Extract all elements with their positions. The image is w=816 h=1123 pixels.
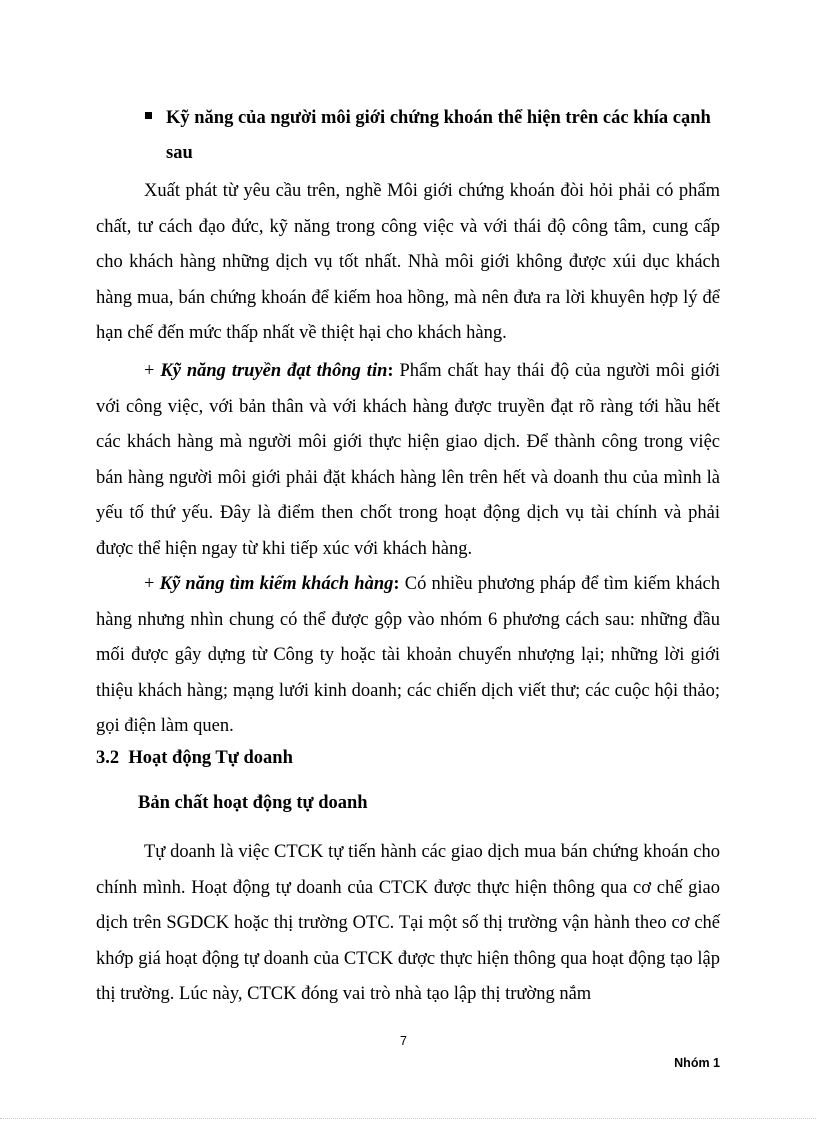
page-bottom-divider — [0, 1118, 816, 1119]
paragraph-self-trading: Tự doanh là việc CTCK tự tiến hành các giao dịch mua bán chứng khoán cho chính mình. Hoạt động tự doanh của CTCK được thực hiện thông qua cơ chế giao dịch trên SGDCK hoặc thị trường OTC. Tại một số thị trường vận hành theo cơ chế khớp giá hoạt động tự doanh của CTCK được thực hiện thông qua hoạt động tạo lập thị trường. Lúc này, CTCK đóng vai trò nhà tạo lập thị trường nắm — [96, 842, 720, 1004]
footer-group-label: Nhóm 1 — [674, 1056, 720, 1070]
subsection-heading: Bản chất hoạt động tự doanh — [138, 793, 368, 813]
bullet-heading-text: Kỹ năng của người môi giới chứng khoán thể hiện trên các khía cạnh sau — [166, 108, 711, 163]
skill-label-colon: : — [393, 574, 400, 594]
skill-label-customer-search: Kỹ năng tìm kiếm khách hàng — [159, 574, 394, 594]
skill-label-communication: Kỹ năng truyền đạt thông tin — [160, 361, 388, 381]
section-heading: 3.2 Hoạt động Tự doanh — [96, 748, 293, 768]
page-number: 7 — [400, 1034, 407, 1048]
skill-label-colon: : — [387, 361, 394, 381]
paragraph-body: Phẩm chất hay thái độ của người môi giới với công việc, với bản thân và với khách hàng được truyền đạt rõ ràng tới hầu hết các khách hàng mà người môi giới thực hiện giao dịch. Để thành công trong việc bán hàng người môi giới phải đặt khách hàng lên trên hết và doanh thu của mình là yếu tố thứ yếu. Đây là điểm then chốt trong hoạt động dịch vụ tài chính và phải được thể hiện ngay từ khi tiếp xúc với khách hàng. — [96, 361, 720, 559]
paragraph-customer-search-skill — [96, 567, 720, 745]
paragraph-intro: Xuất phát từ yêu cầu trên, nghề Môi giới chứng khoán đòi hỏi phải có phẩm chất, tư cách đạo đức, kỹ năng trong công việc và với thái độ công tâm, cung cấp cho khách hàng những dịch vụ tốt nhất. Nhà môi giới không được xúi dục khách hàng mua, bán chứng khoán để kiếm hoa hồng, mà nên đưa ra lời khuyên hợp lý để hạn chế đến mức thấp nhất về thiệt hại cho khách hàng. — [96, 181, 720, 343]
paragraph-communication-skill — [96, 354, 720, 567]
paragraph-body: Có nhiều phương pháp để tìm kiếm khách hàng nhưng nhìn chung có thể được gộp vào nhóm 6 phương cách sau: những đầu mối được gây dựng từ Công ty hoặc tài khoản chuyển nhượng lại; những lời giới thiệu khách hàng; mạng lưới kinh doanh; các chiến dịch viết thư; các cuộc hội thảo; gọi điện làm quen. — [96, 574, 720, 736]
paragraph-prefix: + — [144, 574, 160, 594]
bullet-heading — [145, 101, 725, 171]
paragraph-prefix: + — [144, 361, 161, 381]
bullet-square-icon — [145, 112, 152, 119]
